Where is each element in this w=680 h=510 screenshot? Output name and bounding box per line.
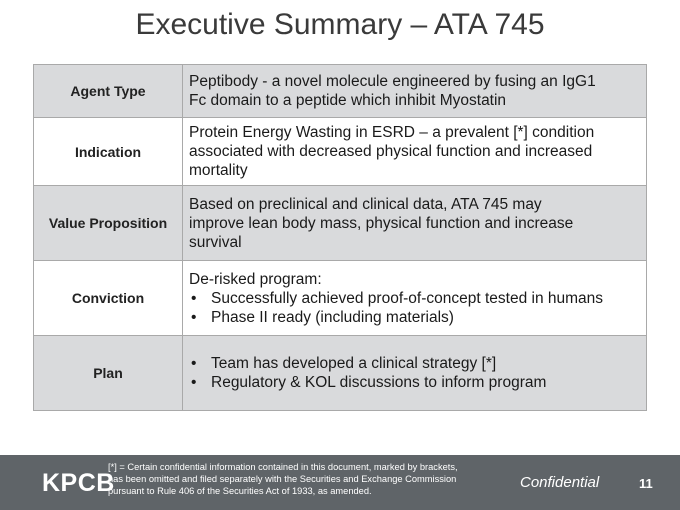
footer-bar <box>0 455 680 510</box>
content-line: improve lean body mass, physical function and increase <box>189 214 574 232</box>
table-row-value-proposition <box>34 186 647 261</box>
summary-table <box>33 64 647 411</box>
bullet-icon: • <box>191 308 197 326</box>
row-content <box>183 65 647 118</box>
row-content <box>183 261 647 336</box>
content-line: survival <box>189 233 242 251</box>
content-line: Peptibody - a novel molecule engineered by fusing an IgG1 <box>189 73 596 90</box>
bullet-text: Phase II ready (including materials) <box>211 308 454 326</box>
content-line: associated with decreased physical function and increased <box>189 143 593 160</box>
table-row-indication <box>34 118 647 186</box>
table-row-plan <box>34 336 647 411</box>
row-label: Agent Type <box>34 65 183 118</box>
bullet-item <box>189 308 640 327</box>
content-line: Protein Energy Wasting in ESRD – a prevalent [*] condition <box>189 124 595 141</box>
page-number: 11 <box>639 476 653 491</box>
row-label: Plan <box>34 336 183 411</box>
disclaimer-line: pursuant to Rule 406 of the Securities Act of 1933, as amended. <box>108 486 372 496</box>
confidentiality-disclaimer <box>108 461 508 497</box>
kpcb-logo: KPCB <box>42 469 115 497</box>
bullet-item <box>189 354 640 373</box>
bullet-text: Regulatory & KOL discussions to inform program <box>211 374 547 391</box>
bullet-icon: • <box>191 355 197 372</box>
bullet-text: Team has developed a clinical strategy [*] <box>211 355 497 372</box>
row-content <box>183 186 647 261</box>
content-intro: De-risked program: <box>189 270 322 288</box>
row-content <box>183 118 647 186</box>
bullet-icon: • <box>191 289 197 307</box>
disclaimer-line: [*] = Certain confidential information contained in this document, marked by brackets, <box>108 462 458 472</box>
bullet-text: Successfully achieved proof-of-concept tested in humans <box>211 289 604 307</box>
bullet-icon: • <box>191 374 197 391</box>
content-line: Fc domain to a peptide which inhibit Myostatin <box>189 92 507 109</box>
disclaimer-line: has been omitted and filed separately with the Securities and Exchange Commission <box>108 474 457 484</box>
content-line: Based on preclinical and clinical data, ATA 745 may <box>189 195 542 213</box>
bullet-item <box>189 373 640 392</box>
confidential-label: Confidential <box>520 474 600 491</box>
row-content <box>183 336 647 411</box>
bullet-item <box>189 289 640 308</box>
row-label: Value Proposition <box>34 186 183 261</box>
slide-title: Executive Summary – ATA 745 <box>135 8 545 41</box>
content-line: mortality <box>189 162 248 179</box>
row-label: Indication <box>34 118 183 186</box>
row-label: Conviction <box>34 261 183 336</box>
table-row-agent-type <box>34 65 647 118</box>
table-row-conviction <box>34 261 647 336</box>
